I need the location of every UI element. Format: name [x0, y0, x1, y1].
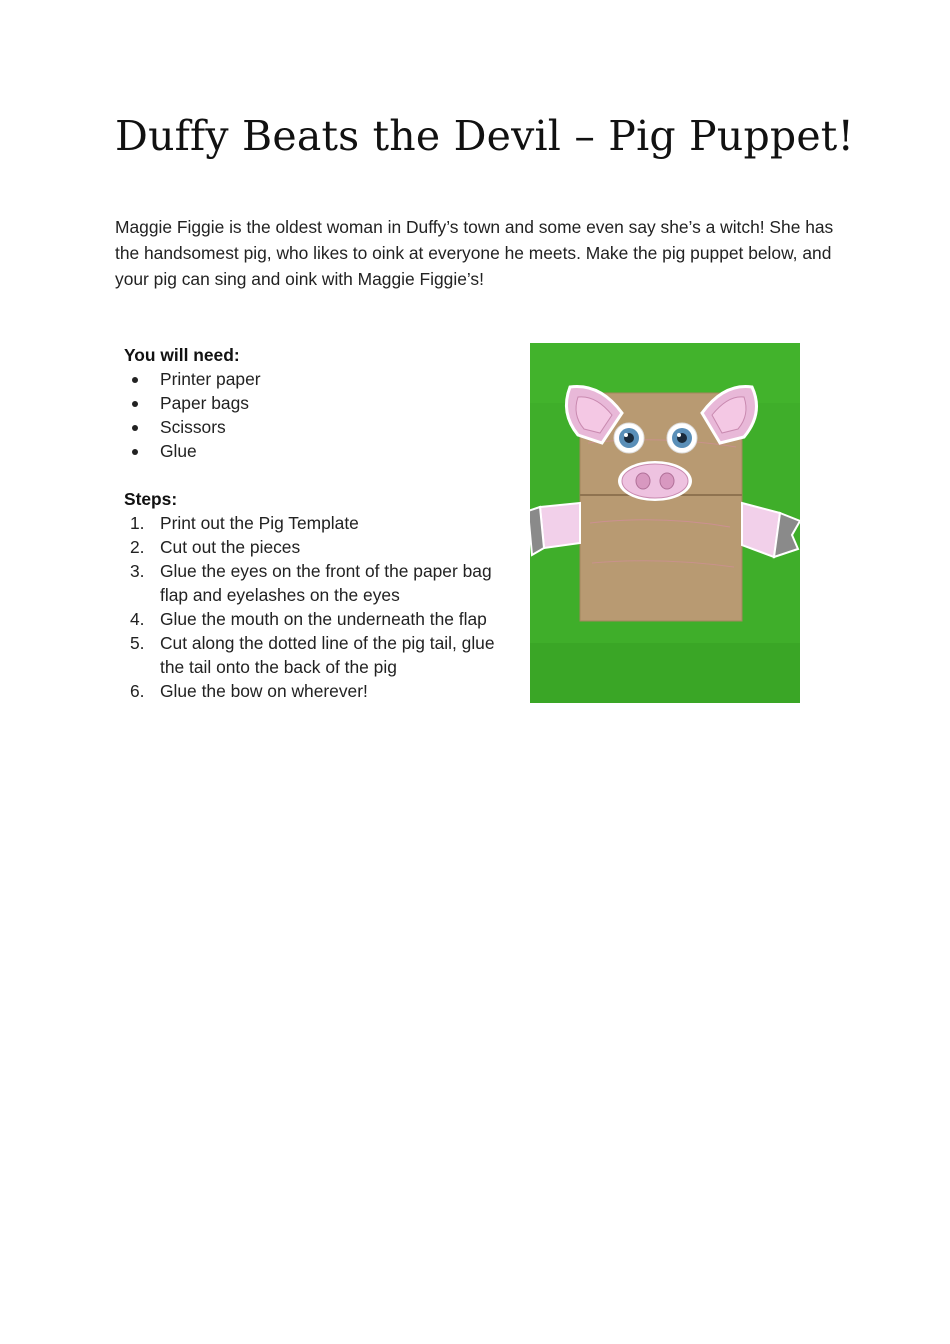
step-text: Glue the mouth on the underneath the flap [160, 609, 487, 629]
intro-paragraph: Maggie Figgie is the oldest woman in Duffy’s town and some even say she’s a witch! She has the handsomest pig, who likes to oink at everyone he meets. Make the pig puppet below, and your pig can sing and oink with Maggie Figgie’s! [115, 217, 834, 289]
pig-puppet-illustration [530, 343, 800, 703]
step-item [124, 511, 504, 535]
left-eye-icon [614, 423, 644, 453]
supplies-list [124, 367, 504, 463]
step-text: Print out the Pig Template [160, 513, 359, 533]
right-eye-icon [667, 423, 697, 453]
step-number: 5. [130, 633, 145, 653]
step-number: 2. [130, 537, 145, 557]
instructions-column [124, 343, 504, 703]
step-number: 3. [130, 561, 145, 581]
step-text: Glue the eyes on the front of the paper bag flap and eyelashes on the eyes [160, 561, 492, 605]
step-text: Cut out the pieces [160, 537, 301, 557]
pig-snout-icon [618, 461, 692, 501]
page-title: Duffy Beats the Devil – Pig Puppet! [115, 112, 855, 160]
step-item [124, 559, 504, 607]
pig-puppet-photo [530, 343, 800, 703]
supply-item: Scissors [124, 415, 504, 439]
step-item [124, 607, 504, 631]
supply-item: Paper bags [124, 391, 504, 415]
step-item [124, 631, 504, 679]
supplies-heading: You will need: [124, 345, 240, 365]
step-number: 4. [130, 609, 145, 629]
supply-item: Printer paper [124, 367, 504, 391]
step-number: 1. [130, 513, 145, 533]
step-number: 6. [130, 681, 145, 701]
steps-heading: Steps: [124, 489, 178, 509]
step-text: Glue the bow on wherever! [160, 681, 368, 701]
step-item [124, 679, 504, 703]
step-item [124, 535, 504, 559]
steps-list [124, 511, 504, 703]
step-text: Cut along the dotted line of the pig tail, glue the tail onto the back of the pig [160, 633, 495, 677]
supply-item: Glue [124, 439, 504, 463]
